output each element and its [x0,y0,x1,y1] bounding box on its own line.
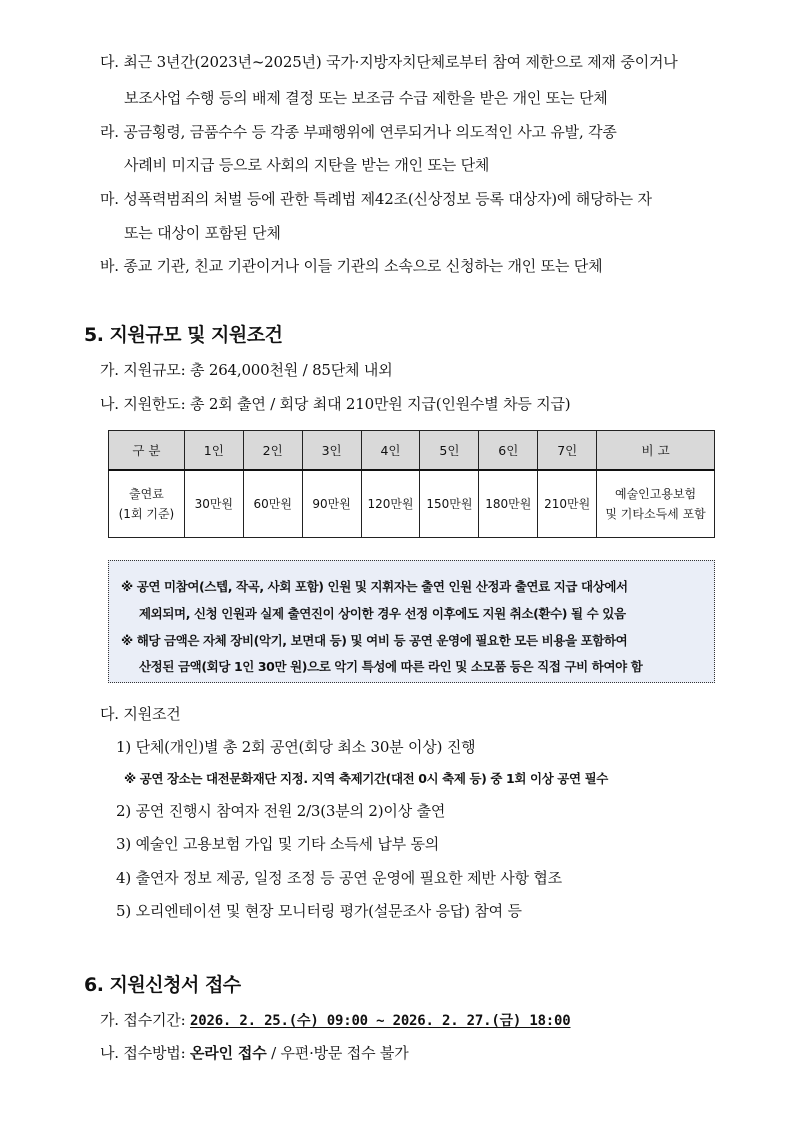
ineligible-item-da-line2: 보조사업 수행 등의 배제 결정 또는 보조금 수급 제한을 받은 개인 또는 단체 [124,89,608,107]
section-6-title: 6. 지원신청서 접수 [84,974,241,996]
row-label-line2: (1회 기준) [118,507,175,521]
ineligible-item-ma-line1: 마. 성폭력범죄의 처벌 등에 관한 특례법 제42조(신상정보 등록 대상자)에 해당하는 자 [100,190,652,208]
application-period [100,1010,571,1031]
application-period-label: 가. 접수기간: [100,1011,191,1029]
fee-6: 180만원 [479,470,538,538]
header-5: 5인 [420,431,479,471]
header-7: 7인 [538,431,597,471]
table-row [109,470,715,538]
condition-2: 2) 공연 진행시 참여자 전원 2/3(3분의 2)이상 출연 [116,802,446,820]
fee-7: 210만원 [538,470,597,538]
fee-table-header-row [109,431,715,471]
condition-venue-note: ※ 공연 장소는 대전문화재단 지정. 지역 축제기간(대전 0시 축제 등) 중 1회 이상 공연 필수 [124,771,608,786]
fee-4: 120만원 [361,470,420,538]
ineligible-item-ba: 바. 종교 기관, 친교 기관이거나 이들 기관의 소속으로 신청하는 개인 또는 단체 [100,257,603,275]
header-6: 6인 [479,431,538,471]
remark-line1: 예술인고용보험 [615,487,697,501]
condition-4: 4) 출연자 정보 제공, 일정 조정 등 공연 운영에 필요한 제반 사항 협조 [116,869,562,887]
row-label-line1: 출연료 [129,487,164,501]
fee-remark [597,470,715,538]
fee-table [108,430,715,538]
notice-line-4: 산정된 금액(회당 1인 30만 원)으로 악기 특성에 따른 라인 및 소모품 등은 직접 구비 하여야 함 [139,659,643,674]
support-limit: 나. 지원한도: 총 2회 출연 / 회당 최대 210만원 지급(인원수별 차등 지급) [100,395,571,413]
application-method [100,1043,409,1063]
conditions-title: 다. 지원조건 [100,705,181,723]
condition-5: 5) 오리엔테이션 및 현장 모니터링 평가(설문조사 응답) 참여 등 [116,902,522,920]
application-method-value: 온라인 접수 [190,1044,267,1062]
application-method-rest: / 우편·방문 접수 불가 [266,1044,409,1062]
notice-box [108,560,715,683]
header-4: 4인 [361,431,420,471]
ineligible-item-ra-line1: 라. 공금횡령, 금품수수 등 각종 부패행위에 연루되거나 의도적인 사고 유발, 각종 [100,123,617,141]
application-method-label: 나. 접수방법: [100,1044,191,1062]
support-scale: 가. 지원규모: 총 264,000천원 / 85단체 내외 [100,361,393,379]
notice-line-2: 제외되며, 신청 인원과 실제 출연진이 상이한 경우 선정 이후에도 지원 취소(환수) 될 수 있음 [139,606,626,621]
remark-line2: 및 기타소득세 포함 [605,507,706,521]
ineligible-item-da-line1: 다. 최근 3년간(2023년~2025년) 국가·지방자치단체로부터 참여 제한으로 제재 중이거나 [100,53,678,71]
header-2: 2인 [243,431,302,471]
header-category: 구 분 [109,431,185,471]
notice-line-3: ※ 해당 금액은 자체 장비(악기, 보면대 등) 및 여비 등 공연 운영에 필요한 모든 비용을 포함하여 [121,633,628,648]
fee-2: 60만원 [243,470,302,538]
fee-1: 30만원 [184,470,243,538]
condition-1: 1) 단체(개인)별 총 2회 공연(회당 최소 30분 이상) 진행 [116,738,476,756]
row-label [109,470,185,538]
header-1: 1인 [184,431,243,471]
fee-3: 90만원 [302,470,361,538]
section-5-title: 5. 지원규모 및 지원조건 [84,324,283,346]
condition-3: 3) 예술인 고용보험 가입 및 기타 소득세 납부 동의 [116,835,440,853]
ineligible-item-ra-line2: 사례비 미지급 등으로 사회의 지탄을 받는 개인 또는 단체 [124,156,490,174]
notice-line-1: ※ 공연 미참여(스텝, 작곡, 사회 포함) 인원 및 지휘자는 출연 인원 산정과 출연료 지급 대상에서 [121,579,628,594]
header-3: 3인 [302,431,361,471]
application-period-value: 2026. 2. 25.(수) 09:00 ~ 2026. 2. 27.(금) 18:00 [190,1013,571,1029]
ineligible-item-ma-line2: 또는 대상이 포함된 단체 [124,224,281,242]
fee-5: 150만원 [420,470,479,538]
header-remark: 비 고 [597,431,715,471]
